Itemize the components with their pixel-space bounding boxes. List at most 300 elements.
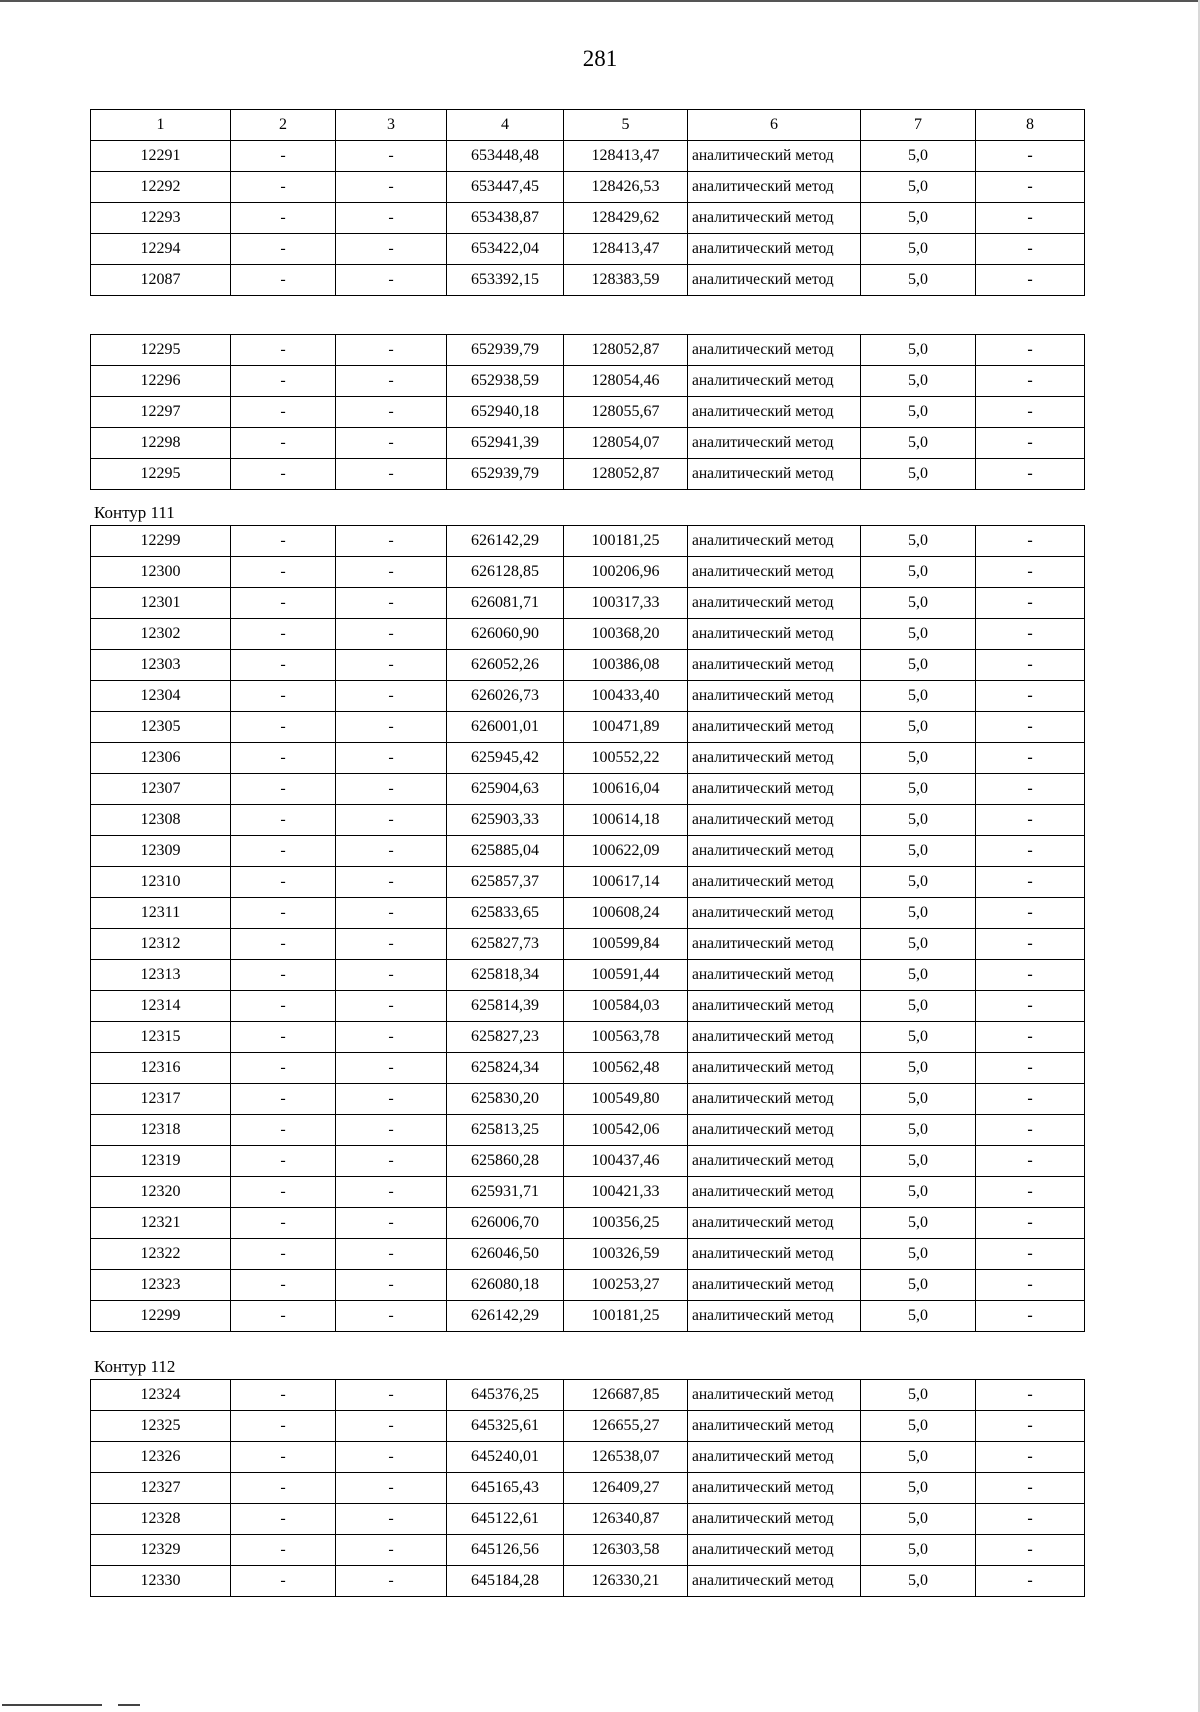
- table-cell-col-1: 12315: [91, 1022, 231, 1053]
- table-cell-col-7: 5,0: [861, 1473, 976, 1504]
- table-cell-col-2: -: [231, 1535, 336, 1566]
- table-row: [91, 681, 1085, 712]
- table-row: [91, 1504, 1085, 1535]
- table-cell-col-7: 5,0: [861, 203, 976, 234]
- table-cell-col-5: 100181,25: [564, 526, 688, 557]
- table-cell-col-7: 5,0: [861, 805, 976, 836]
- table-cell-col-6: аналитический метод: [688, 265, 861, 296]
- table-cell-col-2: -: [231, 1442, 336, 1473]
- table-cell-col-1: 12329: [91, 1535, 231, 1566]
- table-cell-col-6: аналитический метод: [688, 929, 861, 960]
- table-cell-col-7: 5,0: [861, 1022, 976, 1053]
- scan-mark: [118, 1704, 140, 1706]
- table-cell-col-5: 100584,03: [564, 991, 688, 1022]
- table-cell-col-4: 653422,04: [447, 234, 564, 265]
- table-cell-col-2: -: [231, 1208, 336, 1239]
- table-cell-col-4: 653447,45: [447, 172, 564, 203]
- table-cell-col-5: 100608,24: [564, 898, 688, 929]
- table-cell-col-4: 626142,29: [447, 1301, 564, 1332]
- table-row: [91, 1239, 1085, 1270]
- table-cell-col-6: аналитический метод: [688, 234, 861, 265]
- table-cell-col-2: -: [231, 836, 336, 867]
- table-cell-col-2: -: [231, 805, 336, 836]
- table-cell-col-3: -: [336, 1084, 447, 1115]
- table-cell-col-4: 625818,34: [447, 960, 564, 991]
- table-cell-col-8: -: [976, 1177, 1085, 1208]
- table-cell-col-7: 5,0: [861, 526, 976, 557]
- table-cell-col-6: аналитический метод: [688, 1208, 861, 1239]
- table-cell-col-5: 126409,27: [564, 1473, 688, 1504]
- table-cell-col-8: -: [976, 526, 1085, 557]
- table-cell-col-7: 5,0: [861, 836, 976, 867]
- table-cell-col-3: -: [336, 1115, 447, 1146]
- table-cell-col-5: 128055,67: [564, 397, 688, 428]
- table-cell-col-7: 5,0: [861, 743, 976, 774]
- table-cell-col-3: -: [336, 526, 447, 557]
- table-cell-col-3: -: [336, 1473, 447, 1504]
- table-cell-col-3: -: [336, 234, 447, 265]
- table-cell-col-5: 100542,06: [564, 1115, 688, 1146]
- table-cell-col-3: -: [336, 867, 447, 898]
- table-cell-col-5: 100437,46: [564, 1146, 688, 1177]
- table-cell-col-8: -: [976, 1208, 1085, 1239]
- table-cell-col-5: 126655,27: [564, 1411, 688, 1442]
- table-cell-col-1: 12292: [91, 172, 231, 203]
- table-cell-col-1: 12302: [91, 619, 231, 650]
- table-cell-col-2: -: [231, 172, 336, 203]
- scan-mark: [2, 1704, 102, 1706]
- table-cell-col-2: -: [231, 588, 336, 619]
- table-cell-col-5: 100368,20: [564, 619, 688, 650]
- table-cell-col-7: 5,0: [861, 1053, 976, 1084]
- table-cell-col-5: 128413,47: [564, 141, 688, 172]
- table-cell-col-7: 5,0: [861, 172, 976, 203]
- table-cell-col-4: 652939,79: [447, 459, 564, 490]
- coordinates-table-3: [90, 525, 1085, 1332]
- table-cell-col-8: -: [976, 681, 1085, 712]
- table-cell-col-3: -: [336, 265, 447, 296]
- table-cell-col-4: 625833,65: [447, 898, 564, 929]
- table-cell-col-8: -: [976, 1535, 1085, 1566]
- table-block-1: [90, 109, 1084, 296]
- coordinates-table-1: [90, 109, 1085, 296]
- table-cell-col-1: 12296: [91, 366, 231, 397]
- table-cell-col-5: 100386,08: [564, 650, 688, 681]
- table-cell-col-4: 652939,79: [447, 335, 564, 366]
- table-cell-col-7: 5,0: [861, 1535, 976, 1566]
- table-cell-col-2: -: [231, 526, 336, 557]
- table-cell-col-1: 12318: [91, 1115, 231, 1146]
- table-cell-col-8: -: [976, 1566, 1085, 1597]
- table-cell-col-4: 625857,37: [447, 867, 564, 898]
- table-cell-col-4: 625931,71: [447, 1177, 564, 1208]
- table-row: [91, 1208, 1085, 1239]
- table-cell-col-5: 100433,40: [564, 681, 688, 712]
- table-cell-col-4: 626142,29: [447, 526, 564, 557]
- contour-112-label: Контур 112: [94, 1357, 176, 1376]
- table-cell-col-3: -: [336, 1270, 447, 1301]
- table-cell-col-5: 128052,87: [564, 459, 688, 490]
- table-cell-col-6: аналитический метод: [688, 898, 861, 929]
- table-cell-col-8: -: [976, 650, 1085, 681]
- table-block-4: [90, 1379, 1084, 1597]
- table-cell-col-3: -: [336, 1442, 447, 1473]
- table-cell-col-5: 100614,18: [564, 805, 688, 836]
- table-cell-col-3: -: [336, 1566, 447, 1597]
- table-cell-col-2: -: [231, 557, 336, 588]
- table-cell-col-2: -: [231, 1053, 336, 1084]
- table-cell-col-4: 625945,42: [447, 743, 564, 774]
- table-cell-col-2: -: [231, 366, 336, 397]
- table-cell-col-4: 625827,23: [447, 1022, 564, 1053]
- table-row: [91, 1177, 1085, 1208]
- table-row: [91, 836, 1085, 867]
- table-cell-col-5: 100591,44: [564, 960, 688, 991]
- table-cell-col-7: 5,0: [861, 428, 976, 459]
- table-row: [91, 397, 1085, 428]
- table-cell-col-8: -: [976, 805, 1085, 836]
- page-number: 281: [582, 46, 618, 71]
- table-cell-col-4: 626001,01: [447, 712, 564, 743]
- table-cell-col-4: 626026,73: [447, 681, 564, 712]
- table-cell-col-4: 653448,48: [447, 141, 564, 172]
- table-cell-col-2: -: [231, 1022, 336, 1053]
- coordinates-table-4: [90, 1379, 1085, 1597]
- table-row: [91, 867, 1085, 898]
- table-cell-col-7: 5,0: [861, 1115, 976, 1146]
- table-cell-col-4: 645240,01: [447, 1442, 564, 1473]
- contour-111-label: Контур 111: [94, 503, 175, 522]
- table-cell-col-8: -: [976, 743, 1085, 774]
- table-cell-col-2: -: [231, 265, 336, 296]
- table-cell-col-4: 625903,33: [447, 805, 564, 836]
- table-row: [91, 929, 1085, 960]
- table-cell-col-7: 5,0: [861, 1380, 976, 1411]
- table-row: [91, 1566, 1085, 1597]
- table-cell-col-1: 12319: [91, 1146, 231, 1177]
- table-cell-col-2: -: [231, 1177, 336, 1208]
- table-cell-col-3: -: [336, 366, 447, 397]
- table-cell-col-1: 12328: [91, 1504, 231, 1535]
- table-cell-col-4: 645126,56: [447, 1535, 564, 1566]
- column-header: 8: [976, 110, 1085, 141]
- table-cell-col-2: -: [231, 459, 336, 490]
- table-cell-col-1: 12313: [91, 960, 231, 991]
- table-cell-col-8: -: [976, 203, 1085, 234]
- table-cell-col-4: 645325,61: [447, 1411, 564, 1442]
- table-cell-col-5: 100622,09: [564, 836, 688, 867]
- table-cell-col-6: аналитический метод: [688, 650, 861, 681]
- table-cell-col-5: 100599,84: [564, 929, 688, 960]
- table-cell-col-1: 12297: [91, 397, 231, 428]
- table-row: [91, 1115, 1085, 1146]
- table-cell-col-6: аналитический метод: [688, 397, 861, 428]
- table-cell-col-4: 625824,34: [447, 1053, 564, 1084]
- table-cell-col-4: 626080,18: [447, 1270, 564, 1301]
- table-cell-col-1: 12300: [91, 557, 231, 588]
- table-row: [91, 234, 1085, 265]
- table-cell-col-1: 12330: [91, 1566, 231, 1597]
- table-row: [91, 619, 1085, 650]
- table-cell-col-5: 100563,78: [564, 1022, 688, 1053]
- table-cell-col-6: аналитический метод: [688, 588, 861, 619]
- table-cell-col-2: -: [231, 428, 336, 459]
- table-cell-col-7: 5,0: [861, 141, 976, 172]
- table-cell-col-6: аналитический метод: [688, 1270, 861, 1301]
- table-cell-col-3: -: [336, 1177, 447, 1208]
- table-cell-col-5: 126538,07: [564, 1442, 688, 1473]
- table-cell-col-2: -: [231, 898, 336, 929]
- table-cell-col-8: -: [976, 712, 1085, 743]
- table-cell-col-6: аналитический метод: [688, 1239, 861, 1270]
- table-cell-col-2: -: [231, 335, 336, 366]
- table-row: [91, 459, 1085, 490]
- table-cell-col-1: 12298: [91, 428, 231, 459]
- table-cell-col-6: аналитический метод: [688, 1504, 861, 1535]
- table-cell-col-7: 5,0: [861, 898, 976, 929]
- table-cell-col-2: -: [231, 1301, 336, 1332]
- table-cell-col-3: -: [336, 557, 447, 588]
- table-cell-col-5: 100356,25: [564, 1208, 688, 1239]
- table-cell-col-8: -: [976, 836, 1085, 867]
- table-cell-col-2: -: [231, 203, 336, 234]
- table-row: [91, 960, 1085, 991]
- table-cell-col-6: аналитический метод: [688, 141, 861, 172]
- table-cell-col-5: 128426,53: [564, 172, 688, 203]
- table-cell-col-2: -: [231, 1084, 336, 1115]
- table-cell-col-6: аналитический метод: [688, 1535, 861, 1566]
- table-cell-col-5: 100616,04: [564, 774, 688, 805]
- table-cell-col-5: 100206,96: [564, 557, 688, 588]
- table-cell-col-7: 5,0: [861, 1239, 976, 1270]
- table-cell-col-3: -: [336, 929, 447, 960]
- table-cell-col-7: 5,0: [861, 712, 976, 743]
- table-cell-col-1: 12324: [91, 1380, 231, 1411]
- table-cell-col-5: 126687,85: [564, 1380, 688, 1411]
- table-cell-col-1: 12312: [91, 929, 231, 960]
- table-cell-col-3: -: [336, 172, 447, 203]
- table-cell-col-7: 5,0: [861, 929, 976, 960]
- table-cell-col-3: -: [336, 898, 447, 929]
- table-cell-col-7: 5,0: [861, 557, 976, 588]
- table-cell-col-6: аналитический метод: [688, 960, 861, 991]
- table-cell-col-1: 12304: [91, 681, 231, 712]
- table-cell-col-3: -: [336, 1411, 447, 1442]
- table-cell-col-6: аналитический метод: [688, 774, 861, 805]
- table-cell-col-3: -: [336, 805, 447, 836]
- table-row: [91, 335, 1085, 366]
- table-cell-col-2: -: [231, 1115, 336, 1146]
- table-cell-col-8: -: [976, 1115, 1085, 1146]
- table-cell-col-1: 12310: [91, 867, 231, 898]
- table-cell-col-8: -: [976, 141, 1085, 172]
- table-cell-col-6: аналитический метод: [688, 712, 861, 743]
- table-cell-col-6: аналитический метод: [688, 805, 861, 836]
- table-cell-col-6: аналитический метод: [688, 203, 861, 234]
- table-cell-col-2: -: [231, 712, 336, 743]
- table-cell-col-1: 12294: [91, 234, 231, 265]
- table-cell-col-8: -: [976, 265, 1085, 296]
- table-cell-col-2: -: [231, 929, 336, 960]
- table-cell-col-1: 12308: [91, 805, 231, 836]
- table-cell-col-8: -: [976, 366, 1085, 397]
- table-cell-col-1: 12303: [91, 650, 231, 681]
- table-cell-col-1: 12293: [91, 203, 231, 234]
- table-cell-col-5: 128054,46: [564, 366, 688, 397]
- table-cell-col-3: -: [336, 1053, 447, 1084]
- table-cell-col-8: -: [976, 991, 1085, 1022]
- table-cell-col-1: 12307: [91, 774, 231, 805]
- table-cell-col-2: -: [231, 681, 336, 712]
- table-cell-col-6: аналитический метод: [688, 1084, 861, 1115]
- table-row: [91, 991, 1085, 1022]
- table-cell-col-3: -: [336, 960, 447, 991]
- table-cell-col-4: 652941,39: [447, 428, 564, 459]
- table-cell-col-6: аналитический метод: [688, 1177, 861, 1208]
- table-cell-col-1: 12322: [91, 1239, 231, 1270]
- table-cell-col-1: 12295: [91, 459, 231, 490]
- table-cell-col-1: 12087: [91, 265, 231, 296]
- table-cell-col-3: -: [336, 1301, 447, 1332]
- table-cell-col-1: 12305: [91, 712, 231, 743]
- table-cell-col-6: аналитический метод: [688, 1442, 861, 1473]
- table-cell-col-6: аналитический метод: [688, 428, 861, 459]
- table-cell-col-5: 128052,87: [564, 335, 688, 366]
- table-cell-col-6: аналитический метод: [688, 335, 861, 366]
- table-cell-col-2: -: [231, 650, 336, 681]
- table-cell-col-3: -: [336, 397, 447, 428]
- table-cell-col-1: 12323: [91, 1270, 231, 1301]
- table-cell-col-1: 12326: [91, 1442, 231, 1473]
- table-cell-col-5: 100617,14: [564, 867, 688, 898]
- table-row: [91, 1411, 1085, 1442]
- table-cell-col-5: 100326,59: [564, 1239, 688, 1270]
- table-cell-col-2: -: [231, 619, 336, 650]
- table-cell-col-3: -: [336, 1535, 447, 1566]
- table-cell-col-8: -: [976, 867, 1085, 898]
- table-cell-col-1: 12306: [91, 743, 231, 774]
- table-cell-col-6: аналитический метод: [688, 991, 861, 1022]
- table-cell-col-8: -: [976, 459, 1085, 490]
- table-cell-col-1: 12316: [91, 1053, 231, 1084]
- table-cell-col-7: 5,0: [861, 619, 976, 650]
- scan-border-top: [0, 0, 1200, 2]
- table-cell-col-1: 12311: [91, 898, 231, 929]
- table-cell-col-3: -: [336, 774, 447, 805]
- table-cell-col-8: -: [976, 1146, 1085, 1177]
- table-cell-col-4: 626081,71: [447, 588, 564, 619]
- table-cell-col-1: 12321: [91, 1208, 231, 1239]
- table-cell-col-8: -: [976, 1473, 1085, 1504]
- table-cell-col-2: -: [231, 1239, 336, 1270]
- table-cell-col-3: -: [336, 459, 447, 490]
- table-cell-col-2: -: [231, 1473, 336, 1504]
- table-cell-col-6: аналитический метод: [688, 1053, 861, 1084]
- table-cell-col-6: аналитический метод: [688, 619, 861, 650]
- table-cell-col-6: аналитический метод: [688, 459, 861, 490]
- table-row: [91, 172, 1085, 203]
- table-cell-col-8: -: [976, 1022, 1085, 1053]
- column-header: 4: [447, 110, 564, 141]
- table-cell-col-8: -: [976, 557, 1085, 588]
- table-cell-col-3: -: [336, 588, 447, 619]
- table-cell-col-5: 128413,47: [564, 234, 688, 265]
- table-cell-col-8: -: [976, 397, 1085, 428]
- table-cell-col-7: 5,0: [861, 1270, 976, 1301]
- table-cell-col-8: -: [976, 960, 1085, 991]
- table-cell-col-3: -: [336, 335, 447, 366]
- table-cell-col-5: 100181,25: [564, 1301, 688, 1332]
- table-cell-col-2: -: [231, 397, 336, 428]
- column-header: 1: [91, 110, 231, 141]
- table-cell-col-1: 12327: [91, 1473, 231, 1504]
- table-row: [91, 712, 1085, 743]
- table-cell-col-4: 626060,90: [447, 619, 564, 650]
- table-cell-col-7: 5,0: [861, 234, 976, 265]
- table-cell-col-6: аналитический метод: [688, 1115, 861, 1146]
- table-cell-col-5: 126330,21: [564, 1566, 688, 1597]
- table-cell-col-1: 12320: [91, 1177, 231, 1208]
- column-header: 5: [564, 110, 688, 141]
- table-row: [91, 1301, 1085, 1332]
- column-header: 6: [688, 110, 861, 141]
- table-cell-col-8: -: [976, 1270, 1085, 1301]
- table-cell-col-4: 626052,26: [447, 650, 564, 681]
- table-cell-col-6: аналитический метод: [688, 172, 861, 203]
- table-cell-col-4: 645122,61: [447, 1504, 564, 1535]
- table-cell-col-2: -: [231, 960, 336, 991]
- table-row: [91, 1380, 1085, 1411]
- table-row: [91, 774, 1085, 805]
- table-cell-col-2: -: [231, 1146, 336, 1177]
- table-cell-col-8: -: [976, 335, 1085, 366]
- table-cell-col-7: 5,0: [861, 265, 976, 296]
- table-cell-col-7: 5,0: [861, 1208, 976, 1239]
- table-cell-col-6: аналитический метод: [688, 743, 861, 774]
- table-cell-col-6: аналитический метод: [688, 867, 861, 898]
- table-cell-col-7: 5,0: [861, 1177, 976, 1208]
- table-cell-col-3: -: [336, 1504, 447, 1535]
- table-cell-col-8: -: [976, 1504, 1085, 1535]
- table-row: [91, 141, 1085, 172]
- table-cell-col-1: 12291: [91, 141, 231, 172]
- table-cell-col-2: -: [231, 743, 336, 774]
- table-cell-col-7: 5,0: [861, 1411, 976, 1442]
- table-cell-col-3: -: [336, 1022, 447, 1053]
- table-cell-col-4: 653438,87: [447, 203, 564, 234]
- table-cell-col-4: 645184,28: [447, 1566, 564, 1597]
- table-row: [91, 1535, 1085, 1566]
- table-cell-col-1: 12314: [91, 991, 231, 1022]
- table-row: [91, 366, 1085, 397]
- table-cell-col-7: 5,0: [861, 366, 976, 397]
- table-cell-col-6: аналитический метод: [688, 366, 861, 397]
- table-cell-col-5: 128429,62: [564, 203, 688, 234]
- table-cell-col-1: 12299: [91, 526, 231, 557]
- table-cell-col-5: 100253,27: [564, 1270, 688, 1301]
- table-cell-col-2: -: [231, 1504, 336, 1535]
- table-cell-col-4: 653392,15: [447, 265, 564, 296]
- table-cell-col-8: -: [976, 1411, 1085, 1442]
- table-cell-col-4: 626006,70: [447, 1208, 564, 1239]
- table-cell-col-5: 100471,89: [564, 712, 688, 743]
- table-cell-col-4: 626046,50: [447, 1239, 564, 1270]
- table-cell-col-3: -: [336, 836, 447, 867]
- table-cell-col-5: 100549,80: [564, 1084, 688, 1115]
- table-cell-col-6: аналитический метод: [688, 1566, 861, 1597]
- table-cell-col-5: 100317,33: [564, 588, 688, 619]
- table-cell-col-5: 128383,59: [564, 265, 688, 296]
